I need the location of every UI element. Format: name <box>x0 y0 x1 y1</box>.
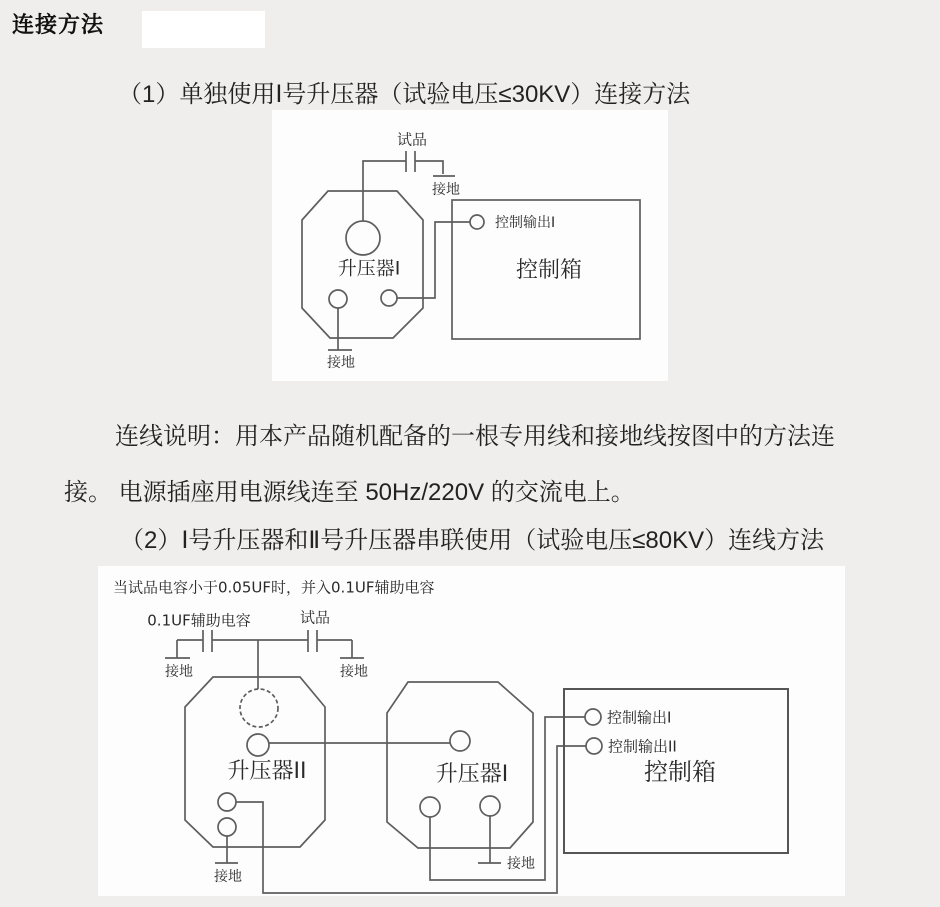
ground-terminal <box>329 290 347 308</box>
diagram2-annotation: 当试品电容小于0.05UF时，并入0.1UF辅助电容 <box>113 578 435 597</box>
control-output2-port <box>586 738 602 754</box>
diagram2-booster2-body <box>185 677 325 847</box>
ground-top-label: 接地 <box>432 182 460 198</box>
hv-terminal <box>346 221 380 255</box>
heading-method-1: （1）单独使用Ⅰ号升压器（试验电压≤30KV）连接方法 <box>118 81 691 108</box>
diagram1-specimen-capacitor <box>363 131 443 239</box>
control-box-label: 控制箱 <box>515 258 583 283</box>
note-line2: 接。 电源插座用电源线连至 50Hz/220V 的交流电上。 <box>64 479 635 506</box>
diagram1-control-cable <box>397 222 470 298</box>
diagram1-control-box <box>452 200 640 339</box>
diagram1-ground-bottom-icon <box>327 308 355 371</box>
ground-booster1-label: 接地 <box>507 856 535 872</box>
control-output1-label: 控制输出I <box>607 708 672 727</box>
aux-capacitor-label: 0.1UF辅助电容 <box>147 611 251 630</box>
control-terminal <box>381 290 397 306</box>
ground-terminal <box>218 818 236 836</box>
control-terminal <box>218 793 236 811</box>
diagram2-booster1-body <box>387 682 533 848</box>
diagram1-panel <box>272 110 668 381</box>
diagram2-ground-aux-icon <box>165 640 193 680</box>
diagram1-ground-top-icon <box>432 176 460 198</box>
booster2-label: 升压器II <box>227 759 307 784</box>
control-box-label: 控制箱 <box>644 758 716 786</box>
specimen-label: 试品 <box>299 608 331 627</box>
control-terminal <box>420 797 440 817</box>
diagram2-control-box <box>564 689 788 853</box>
diagram2-ground-booster1-icon <box>478 816 535 872</box>
diagram2-panel <box>98 566 845 896</box>
booster1-label: 升压器I <box>435 762 509 787</box>
note-line1: 连线说明：用本产品随机配备的一根专用线和接地线按图中的方法连 <box>115 423 835 450</box>
ground-terminal <box>480 796 500 816</box>
heading-method-2: （2）Ⅰ号升压器和Ⅱ号升压器串联使用（试验电压≤80KV）连线方法 <box>120 527 825 554</box>
ground-bottom-label: 接地 <box>327 355 355 371</box>
control-output1-port <box>470 215 484 229</box>
diagram1-schematic <box>272 110 668 381</box>
control-output1-port <box>585 709 601 725</box>
control-output2-label: 控制输出II <box>608 737 677 756</box>
title-blank-box <box>142 11 265 48</box>
ground-aux-label: 接地 <box>165 664 193 680</box>
ground-specimen-label: 接地 <box>340 664 368 680</box>
booster1-label: 升压器I <box>337 257 401 280</box>
hv-terminal <box>240 689 278 727</box>
control-output1-label: 控制输出I <box>495 215 556 231</box>
series-terminal <box>247 734 269 756</box>
series-terminal <box>450 731 470 751</box>
diagram2-ground-booster2-icon <box>214 836 242 885</box>
ground-booster2-label: 接地 <box>214 869 242 885</box>
diagram2-schematic <box>98 566 845 896</box>
diagram2-ground-specimen-icon <box>340 640 368 680</box>
page-title: 连接方法 <box>12 12 105 37</box>
specimen-label: 试品 <box>396 130 428 149</box>
